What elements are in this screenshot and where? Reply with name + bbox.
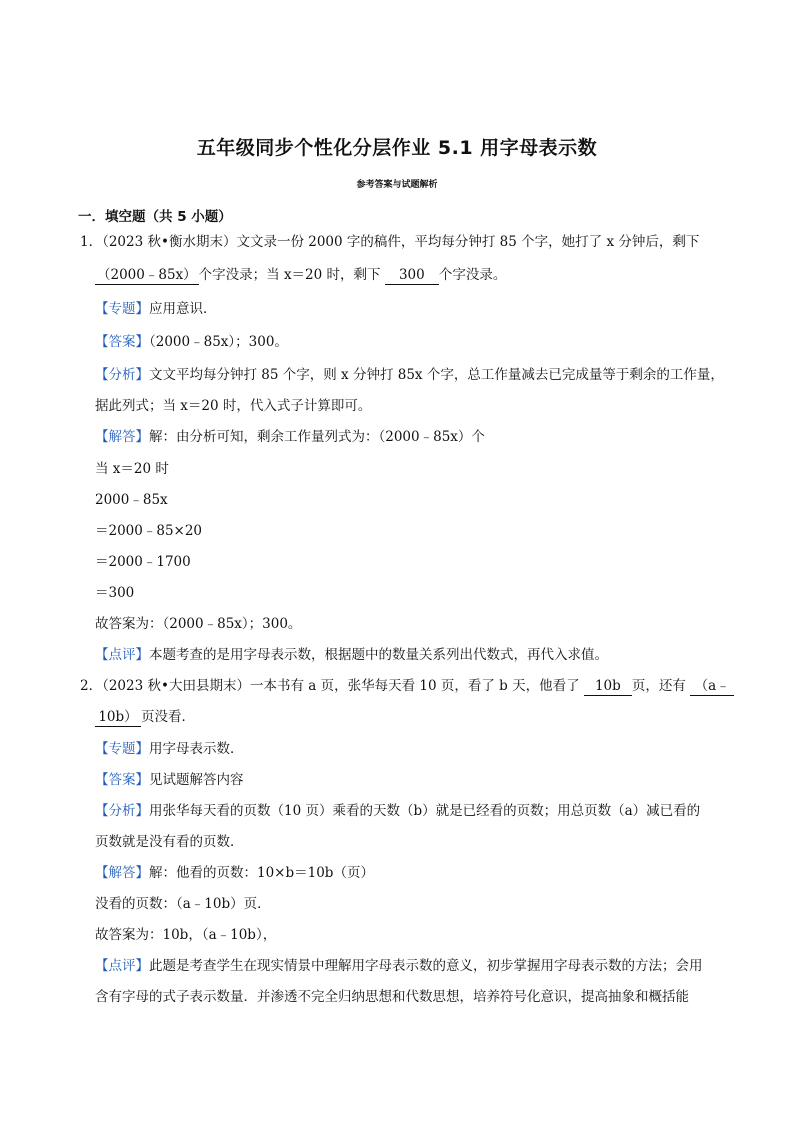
q2-comment-tag: 【点评】 [95, 958, 149, 974]
q1-answer-tag: 【答案】 [95, 334, 149, 350]
q1-work-2: ＝2000﹣85×20 [95, 523, 203, 539]
q2-stem-line1 [80, 677, 734, 696]
q1-stem-line2 [95, 266, 506, 285]
q1-analysis-tag: 【分析】 [95, 367, 149, 383]
q1-blank2: 300 [385, 266, 439, 285]
q2-answer [95, 771, 244, 789]
q2-blank2-b: 10b） [95, 708, 141, 727]
q2-solution-text1: 解：他看的页数：10×b＝10b（页） [149, 865, 374, 881]
q1-work-1: 2000﹣85x [95, 492, 168, 508]
q2-solution-line1 [95, 864, 374, 882]
q1-stem-line1 [80, 233, 699, 251]
q1-analysis-text1: 文文平均每分钟打 85 个字，则 x 分钟打 85x 个字，总工作量减去已完成量等于剩余的工作量， [149, 367, 724, 383]
q2-analysis-text1: 用张华每天看的页数（10 页）乘看的天数（b）就是已经看的页数；用总页数（a）减已看的 [149, 803, 701, 819]
q1-blank1: （2000﹣85x） [97, 267, 197, 283]
q1-comment-text: 本题考查的是用字母表示数，根据题中的数量关系列出代数式，再代入求值。 [149, 647, 608, 663]
q2-stem-b: 页，还有 [631, 678, 686, 694]
q2-stem-c: 页没看． [141, 709, 195, 725]
q1-work-3: ＝2000﹣1700 [95, 554, 191, 570]
q2-topic-tag: 【专题】 [95, 741, 149, 757]
q2-blank1: 10b [584, 677, 632, 696]
q2-stem-a: （2023 秋•大田县期末）一本书有 a 页，张华每天看 10 页，看了 b 天，他看了 [102, 678, 580, 694]
page-subtitle: 参考答案与试题解析 [356, 180, 438, 190]
q2-analysis-line2: 页数就是没有看的页数． [95, 834, 244, 850]
q2-answer-tag: 【答案】 [95, 772, 149, 788]
q1-solution-line1 [95, 428, 485, 446]
q1-topic-tag: 【专题】 [95, 301, 149, 317]
q1-stem-a: （2023 秋•衡水期末）文文录一份 2000 字的稿件，平均每分钟打 85 个字，她打了 x 分钟后，剩下 [102, 234, 700, 250]
q2-solution-line2: 没看的页数：（a﹣10b）页． [95, 896, 271, 912]
q2-topic [95, 740, 244, 758]
q1-topic [95, 300, 217, 318]
q1-stem-c: 个字没录。 [438, 267, 507, 283]
q2-stem-line2 [95, 708, 195, 727]
q2-solution-tag: 【解答】 [95, 865, 149, 881]
q2-final: 故答案为：10b，（a﹣10b）， [95, 927, 277, 943]
q1-comment [95, 646, 608, 664]
q1-answer-text: （2000﹣85x）；300。 [149, 334, 288, 350]
page-title: 五年级同步个性化分层作业 5.1 用字母表示数 [196, 137, 598, 159]
q1-solution-text1: 解：由分析可知，剩余工作量列式为：（2000﹣85x）个 [149, 429, 485, 445]
q1-final: 故答案为：（2000﹣85x）；300。 [95, 616, 302, 632]
q2-number: 2． [80, 678, 103, 694]
q1-number: 1． [80, 234, 103, 250]
q1-answer [95, 333, 288, 351]
q1-solution-tag: 【解答】 [95, 429, 149, 445]
q2-comment-line1 [95, 957, 703, 975]
q2-topic-text: 用字母表示数． [149, 741, 244, 757]
q1-analysis-line1 [95, 366, 724, 384]
q1-topic-text: 应用意识． [149, 301, 217, 317]
q2-analysis-line1 [95, 802, 700, 820]
q2-comment-line2: 含有字母的式子表示数量．并渗透不完全归纳思想和代数思想，培养符号化意识，提高抽象和概括能 [95, 989, 689, 1005]
q1-analysis-line2: 据此列式；当 x＝20 时，代入式子计算即可。 [95, 398, 372, 414]
q1-comment-tag: 【点评】 [95, 647, 149, 663]
q2-blank2-a: （a﹣ [690, 677, 734, 696]
q2-comment-text1: 此题是考查学生在现实情景中理解用字母表示数的意义，初步掌握用字母表示数的方法；会用 [149, 958, 703, 974]
q1-work-0: 当 x＝20 时 [95, 461, 169, 477]
q2-answer-text: 见试题解答内容 [149, 772, 244, 788]
q1-work-4: ＝300 [95, 585, 135, 601]
q2-analysis-tag: 【分析】 [95, 803, 149, 819]
section-heading: 一．填空题（共 5 小题） [78, 209, 232, 225]
q1-stem-b: 个字没录；当 x＝20 时，剩下 [198, 267, 381, 283]
